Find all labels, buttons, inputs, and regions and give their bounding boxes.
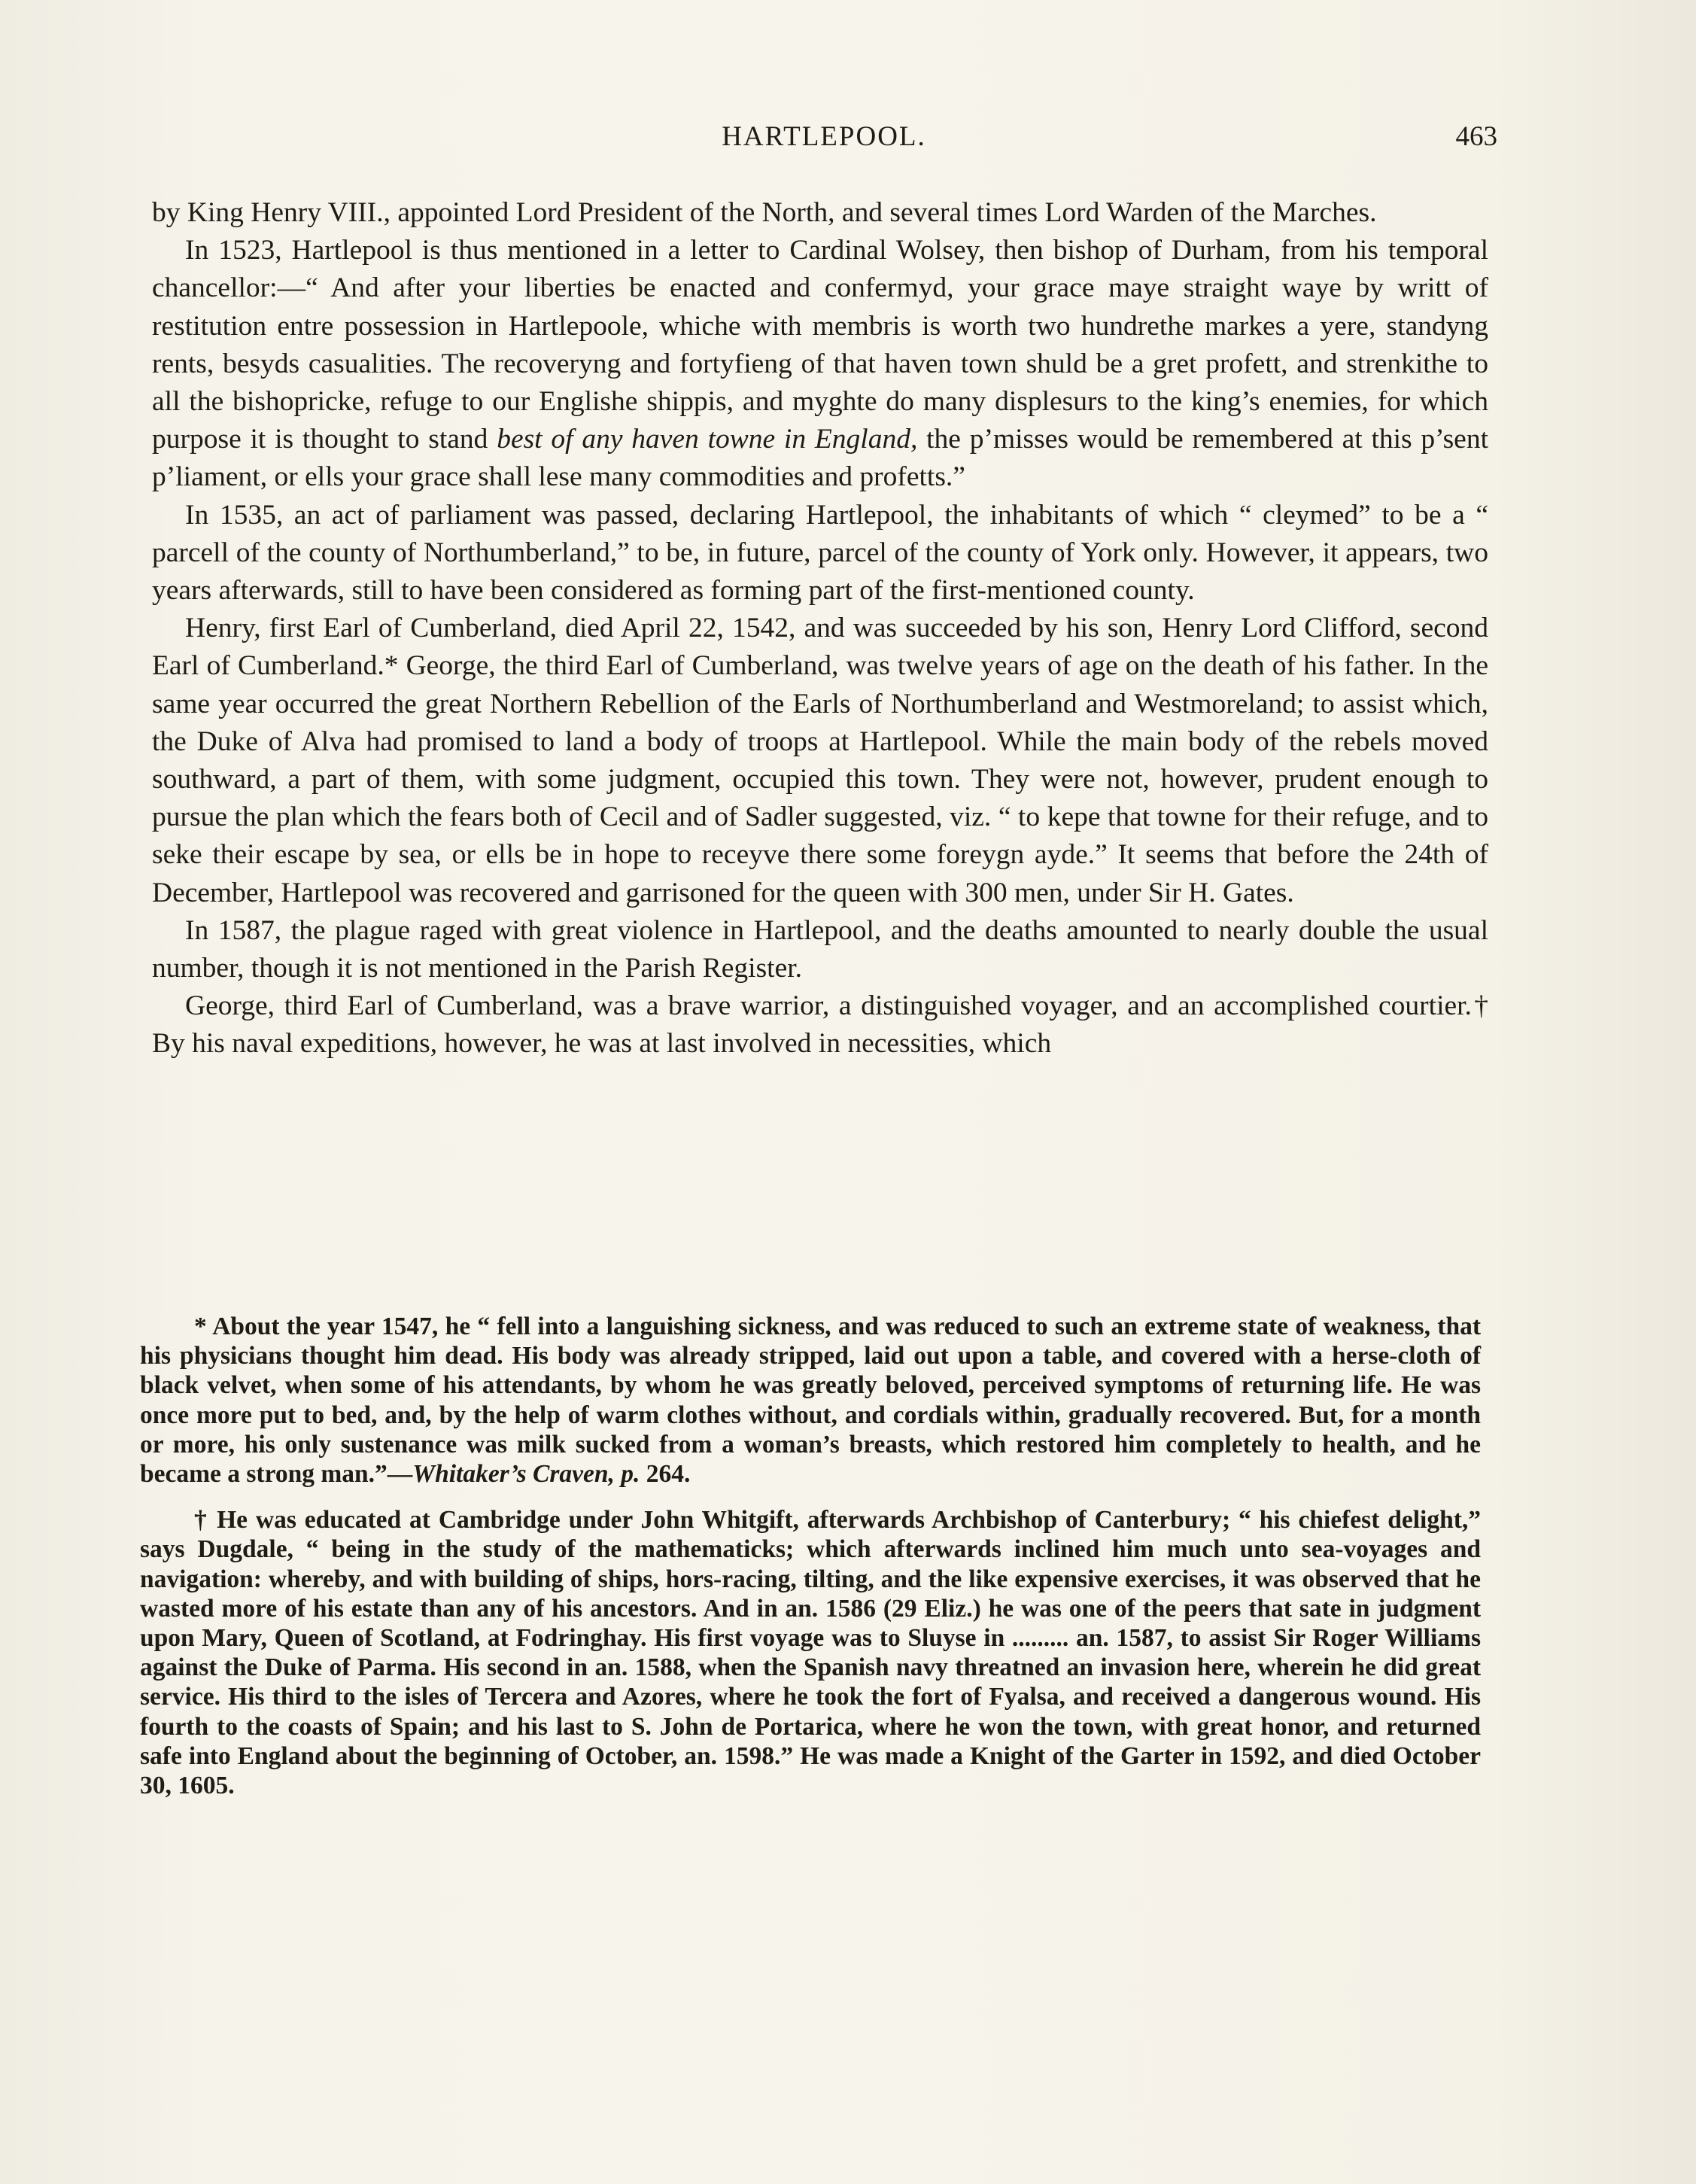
paragraph-george-third-earl: George, third Earl of Cumberland, was a brave warrior, a distinguished voyager, and an accomplished courtier.† By his naval expeditions, however, he was at last involved in necessities, which	[152, 990, 1488, 1060]
paragraph-text: In 1523, Hartlepool is thus mentioned in a letter to Cardinal Wolsey, then bishop of Durham, from his temporal chancellor:—“ And after your liberties be enacted and confermyd, your grace maye straight waye by writt of restitution entre possession in Hartlepoole, whiche with membris is worth two hundrethe markes a yere, standyng rents, besyds casualities. The recoveryng and fortyfieng of that haven town shuld be a gret profett, and strenkithe to all the bishopricke, refuge to our Englishe shippis, and myghte do many displesurs to the king’s enemies, for which purpose it is thought to stand	[152, 235, 1488, 455]
footnote-text: * About the year 1547, he “ fell into a languishing sickness, and was reduced to such an extreme state of weakness, that his physicians thought him dead. His body was already stripped, laid out upon a table, and covered with a herse-cloth of black velvet, when some of his attendants, by whom he was greatly beloved, perceived symptoms of returning life. He was once more put to bed, and, by the help of warm clothes without, and cordials within, gradually recovered. But, for a month or more, his only sustenance was milk sucked from a woman’s breasts, which restored him completely to health, and he became a strong man.”—	[140, 1313, 1481, 1489]
running-head	[150, 120, 1497, 166]
footnote-text: 264.	[640, 1460, 691, 1489]
footnote-citation: Whitaker’s Craven, p.	[412, 1460, 640, 1489]
page-number: 463	[1455, 121, 1497, 152]
footnotes	[140, 1312, 1481, 1800]
paragraph-1535-act: In 1535, an act of parliament was passed, declaring Hartlepool, the inhabitants of which “ cleymed” to be a “ parcell of the county of Northumberland,” to be, in future, parcel of the county of York only. However, it appears, two years afterwards, still to have been considered as forming part of the first-mentioned county.	[152, 499, 1488, 607]
footnote-asterisk	[140, 1312, 1481, 1489]
footnote-dagger: † He was educated at Cambridge under John Whitgift, afterwards Archbishop of Canterbury; “ his chiefest delight,” says Dugdale, “ being in the study of the mathematicks; which afterwards inclined him much unto sea-voyages and navigation: whereby, and with building of ships, hors-racing, tilting, and the like expensive exercises, it was observed that he wasted more of his estate than any of his ancestors. And in an. 1586 (29 Eliz.) he was one of the peers that sate in judgment upon Mary, Queen of Scotland, at Fodringhay. His first voyage was to Sluyse in ......... an. 1587, to assist Sir Roger Williams against the Duke of Parma. His second in an. 1588, when the Spanish navy threatned an invasion here, wherein he did great service. His third to the isles of Tercera and Azores, where he took the fort of Fyalsa, and received a dangerous wound. His fourth to the coasts of Spain; and his last to S. John de Portarica, where he won the town, with great honor, and returned safe into England about the beginning of October, an. 1598.” He was made a Knight of the Garter in 1592, and died October 30, 1605.	[140, 1506, 1481, 1800]
page-title: HARTLEPOOL.	[722, 121, 926, 152]
paragraph-earls-of-cumberland: Henry, first Earl of Cumberland, died April 22, 1542, and was succeeded by his son, Henry Lord Clifford, second Earl of Cumberland.* George, the third Earl of Cumberland, was twelve years of age on the death of his father. In the same year occurred the great Northern Rebellion of the Earls of Northumberland and Westmoreland; to assist which, the Duke of Alva had promised to land a body of troops at Hartlepool. While the main body of the rebels moved southward, a part of them, with some judgment, occupied this town. They were not, however, prudent enough to pursue the plan which the fears both of Cecil and of Sadler suggested, viz. “ to kepe that towne for their refuge, and to seke their escape by sea, or ells be in hope to receyve there some foreygn ayde.” It seems that before the 24th of December, Hartlepool was recovered and garrisoned for the queen with 300 men, under Sir H. Gates.	[152, 613, 1488, 908]
paragraph-text: the p’misses would be remembered at this p’sent p’liament, or ells your grace shall lese many commodities and profetts.”	[152, 424, 1488, 493]
paragraph-1587-plague: In 1587, the plague raged with great violence in Hartlepool, and the deaths amounted to nearly double the usual number, though it is not mentioned in the Parish Register.	[152, 914, 1488, 984]
italic-quote: best of any haven towne in England,	[497, 424, 918, 455]
main-text	[152, 194, 1488, 1063]
paragraph-1523-letter	[152, 232, 1488, 496]
paragraph-continuation: by King Henry VIII., appointed Lord President of the North, and several times Lord Warden of the Marches.	[152, 197, 1377, 228]
